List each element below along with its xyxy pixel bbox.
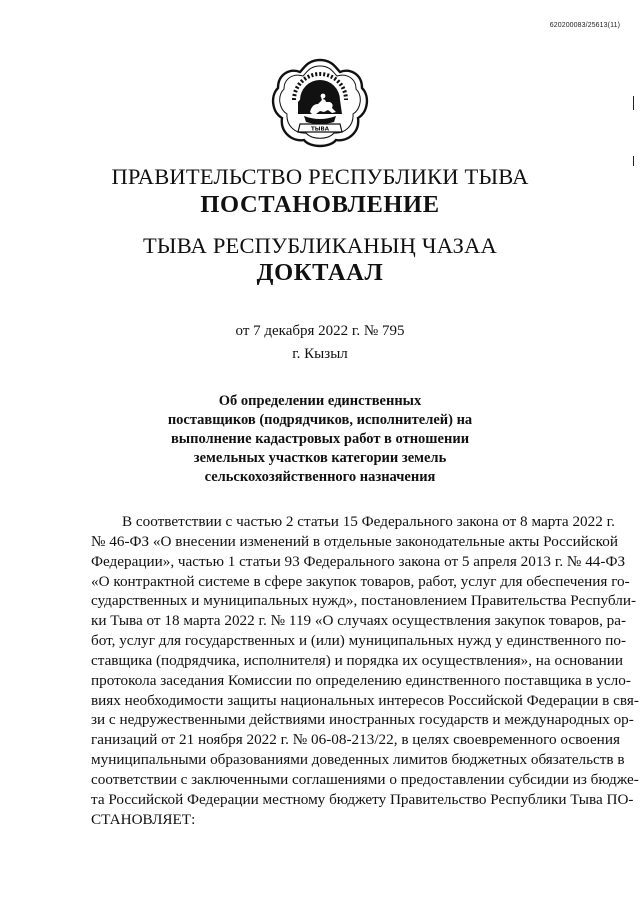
decree-subject (0, 392, 640, 487)
subject-line: земельных участков категории земель (193, 450, 447, 466)
body-line: «О контрактной системе в сфере закупок товаров, работ, услуг для обеспечения го- (91, 572, 630, 590)
decree-preamble (91, 512, 639, 830)
body-line: соответствии с заключенными соглашениями о предоставлении субсидии из бюдже- (91, 770, 639, 788)
body-line: бот, услуг для государственных и (или) муниципальных нужд у единственного по- (91, 632, 627, 650)
subject-line: выполнение кадастровых работ в отношении (170, 431, 470, 447)
body-line: зи с недружественными действиями иностранных государств и международных ор- (91, 711, 634, 729)
body-line: В соответствии с частью 2 статьи 15 Федерального закона от 8 марта 2022 г. (122, 513, 615, 530)
subject-line: Об определении единственных (218, 393, 422, 409)
body-line: ставщика (подрядчика, исполнителя) и порядка их осуществления», на основании (91, 651, 623, 669)
body-line: № 46-ФЗ «О внесении изменений в отдельные законодательные акты Российской (91, 532, 618, 550)
body-line: муниципальными образованиями доведенных лимитов бюджетных обязательств в (91, 751, 625, 769)
subject-line: сельскохозяйственного назначения (204, 469, 436, 485)
scan-edge-mark (633, 96, 634, 110)
scan-edge-mark (633, 156, 634, 166)
body-line: та Российской Федерации местному бюджету Правительство Республики Тыва ПО- (91, 790, 634, 808)
decree-date-number: от 7 декабря 2022 г. № 795 (235, 323, 405, 339)
body-line: виях необходимости защиты национальных интересов Российской Федерации в свя- (91, 691, 639, 709)
government-title-tyva: ТЫВА РЕСПУБЛИКАНЫҢ ЧАЗАА (142, 233, 498, 258)
body-line: ки Тыва от 18 марта 2022 г. № 119 «О случаях осуществления закупок товаров, ра- (91, 612, 627, 630)
subject-line: поставщиков (подрядчиков, исполнителей) на (167, 412, 473, 428)
document-registration-code: 620200083/25613(11) (549, 22, 620, 29)
tyva-emblem-icon (270, 56, 370, 152)
emblem-banner-text: ТЫВА (311, 126, 329, 133)
decree-title-ru: ПОСТАНОВЛЕНИЕ (200, 191, 440, 218)
body-line: протокола заседания Комиссии по определению единственного поставщика в усло- (91, 671, 631, 689)
body-line: сударственных и муниципальных нужд», постановлением Правительства Республи- (91, 592, 637, 610)
body-line: Федерации», частью 1 статьи 93 Федерального закона от 5 апреля 2013 г. № 44-ФЗ (91, 552, 626, 570)
decree-city: г. Кызыл (292, 346, 348, 362)
body-line: ганизаций от 21 ноября 2022 г. № 06-08-213/22, в целях своевременного освоения (91, 731, 620, 749)
body-line: СТАНОВЛЯЕТ: (91, 810, 196, 828)
decree-title-tyva: ДОКТААЛ (256, 259, 384, 286)
government-title-ru: ПРАВИТЕЛЬСТВО РЕСПУБЛИКИ ТЫВА (111, 164, 529, 189)
